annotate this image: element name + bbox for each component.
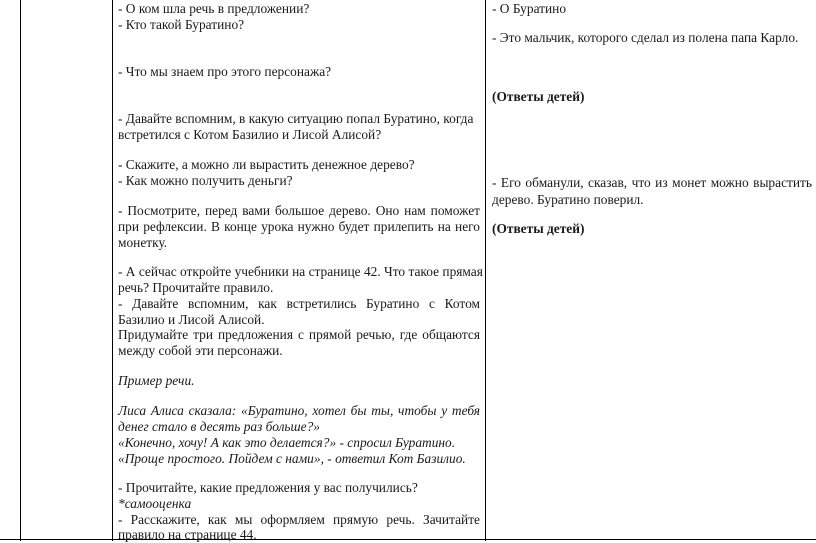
text-line: - Что мы знаем про этого персонажа? (118, 64, 332, 79)
table-border-middle (485, 0, 486, 541)
example-line: «Конечно, хочу! А как это делается?» - спросил Буратино. (118, 435, 456, 450)
text-line: речь? Прочитайте правило. (118, 280, 274, 295)
self-assessment-note: *самооценка (118, 496, 192, 511)
text-line: - Как можно получить деньги? (118, 173, 293, 188)
table-border-first-column (112, 0, 113, 541)
text-line: - Расскажите, как мы оформляем прямую речь. Зачитайте (118, 512, 480, 527)
text-line: Базилио и Лисой Алисой. (118, 312, 265, 327)
text-line: - Давайте вспомним, как встретились Буратино с Котом (118, 296, 480, 311)
text-line: правило на странице 44. (118, 527, 257, 542)
children-answers-label: (Ответы детей) (492, 221, 585, 236)
answer-line: - О Буратино (492, 1, 567, 16)
answer-line: дерево. Буратино поверил. (492, 192, 644, 207)
example-heading: Пример речи. (118, 373, 195, 388)
text-line: Придумайте три предложения с прямой речью, где общаются (118, 327, 480, 342)
example-line: денег стало в десять раз больше?» (118, 419, 320, 434)
text-line: встретился с Котом Базилио и Лисой Алисой? (118, 127, 382, 142)
children-answers-label: (Ответы детей) (492, 89, 585, 104)
text-line: - Кто такой Буратино? (118, 17, 245, 32)
text-line: - А сейчас откройте учебники на странице 42. Что такое прямая (118, 264, 483, 279)
table-border-left (20, 0, 21, 541)
text-line: - Давайте вспомним, в какую ситуацию попал Буратино, когда (118, 111, 474, 126)
example-line: «Проще простого. Пойдем с нами», - ответил Кот Базилио. (118, 451, 466, 466)
text-line: при рефлексии. В конце урока нужно будет прилепить на него (118, 219, 480, 234)
answer-line: - Это мальчик, которого сделал из полена папа Карло. (492, 30, 799, 45)
text-line: - О ком шла речь в предложении? (118, 1, 310, 16)
text-line: - Посмотрите, перед вами большое дерево. Оно нам поможет (118, 203, 480, 218)
text-line: между собой эти персонажи. (118, 343, 283, 358)
text-line: - Прочитайте, какие предложения у вас получились? (118, 480, 418, 495)
text-line: монетку. (118, 235, 168, 250)
text-line: - Скажите, а можно ли вырастить денежное дерево? (118, 157, 415, 172)
example-line: Лиса Алиса сказала: «Буратино, хотел бы ты, чтобы у тебя (118, 403, 480, 418)
answer-line: - Его обманули, сказав, что из монет можно вырастить (492, 175, 812, 190)
